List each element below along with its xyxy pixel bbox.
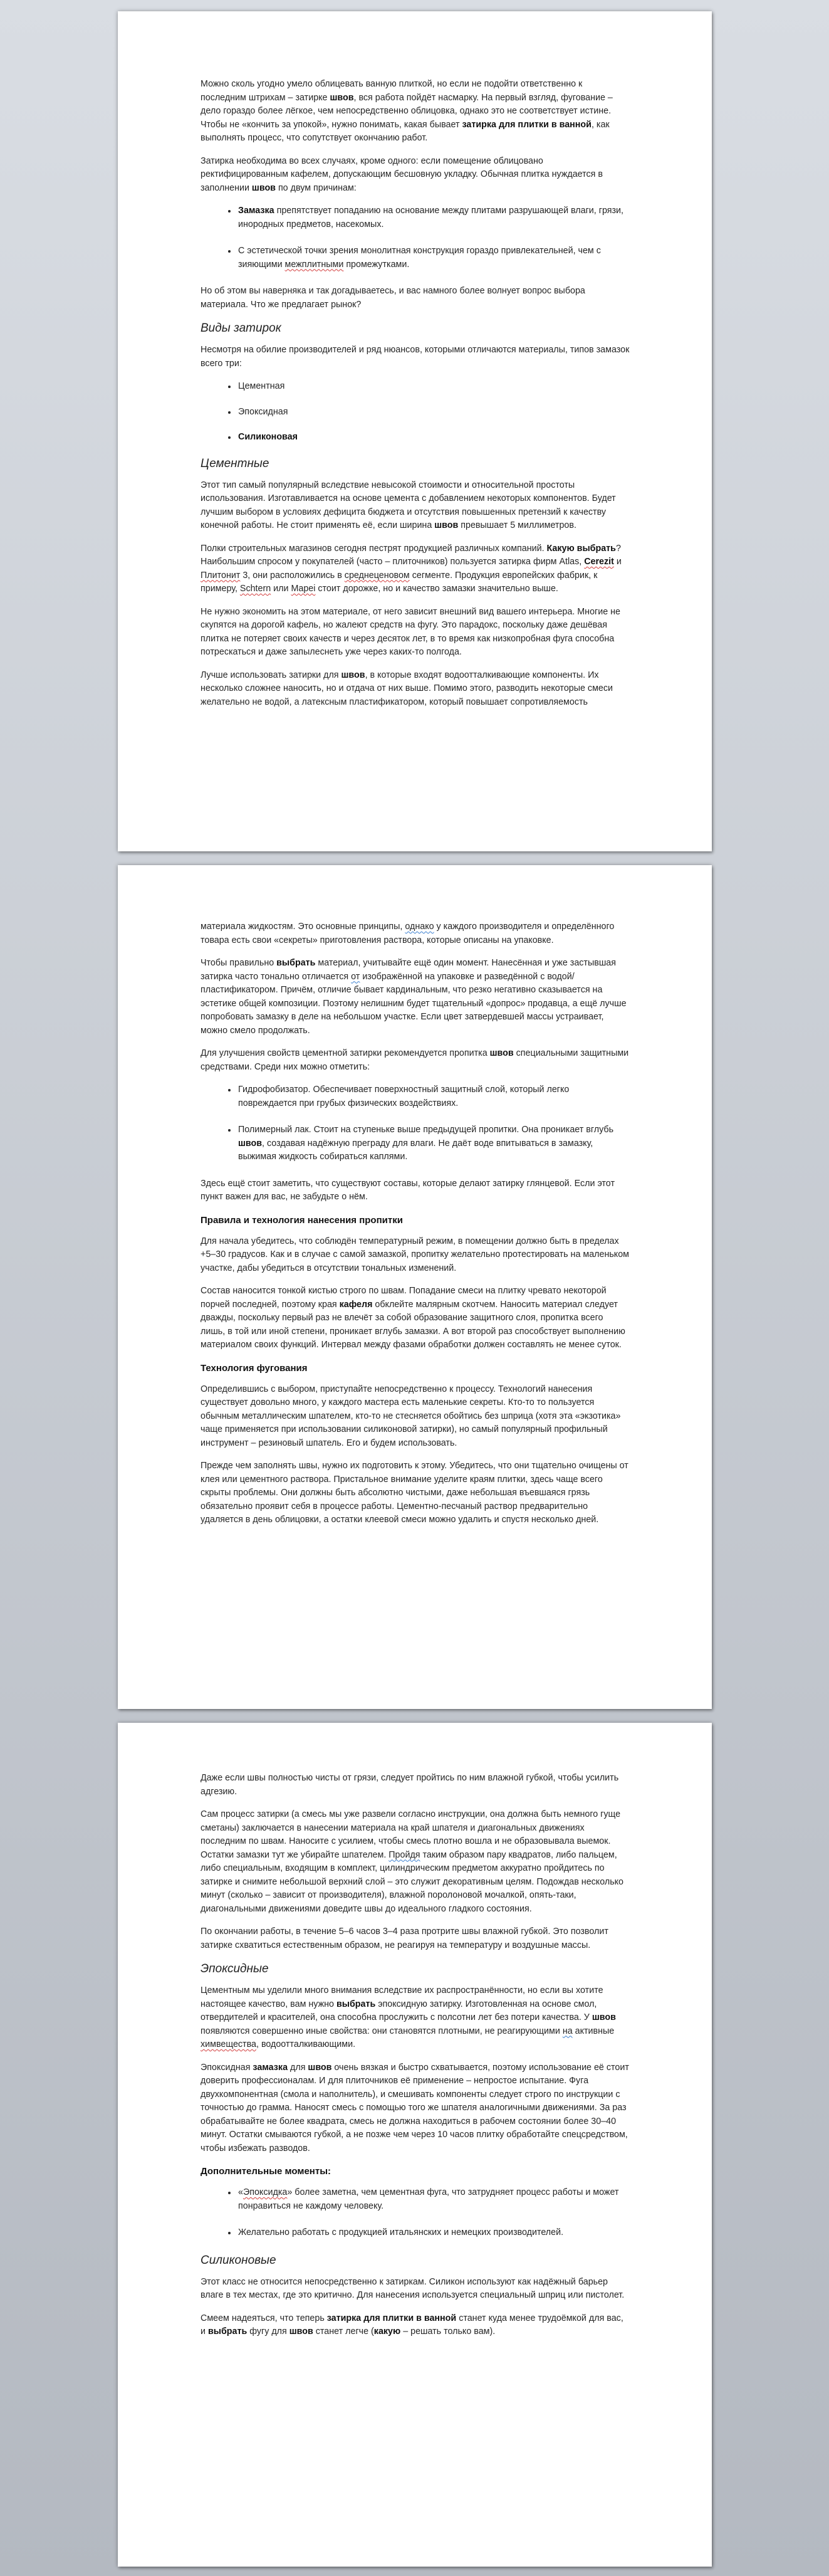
text-run: Можно сколь угодно умело облицевать ванную плиткой, но если не подойти ответственно к последним штрихам – затирке bbox=[201, 79, 583, 103]
document-page-1[interactable] bbox=[118, 11, 712, 851]
text-run: межплитными bbox=[284, 259, 344, 270]
document-page-2[interactable] bbox=[118, 865, 712, 1709]
text-run: « bbox=[238, 2187, 243, 2197]
text-run: Желательно работать с продукцией итальянских и немецких производителей. bbox=[238, 2227, 564, 2237]
paragraph bbox=[201, 2061, 630, 2156]
text-run: Здесь ещё стоит заметить, что существуют составы, которые делают затирку глянцевой. Если этот пункт важен для вас, не забудьте о нём. bbox=[201, 1178, 615, 1202]
bold-run: швов bbox=[251, 182, 276, 193]
text-run: Эпоксидная bbox=[238, 406, 288, 417]
list-item bbox=[237, 1123, 630, 1164]
list-item bbox=[237, 380, 630, 394]
paragraph bbox=[201, 1383, 630, 1451]
text-run: превышает 5 миллиметров. bbox=[458, 520, 576, 530]
text-run: промежутками. bbox=[343, 259, 410, 270]
bold-run: Cerezit bbox=[584, 557, 614, 567]
text-run: Даже если швы полностью чисты от грязи, следует пройтись по ним влажной губкой, чтобы усилить адгезию. bbox=[201, 1773, 619, 1797]
paragraph bbox=[201, 1925, 630, 1952]
text-run: изображённой на упаковке и разведённой с водой/пластификатором. Причём, отличие бывает кардинальным, что резко негативно сказывается на эстетике общей композиции. Поэтому нелишним будет тщательный «допрос» продавца, а ещё лучше попробовать замазку в деле на небольшом участке. Если цвет затвердевшей массы устраивает, можно смело продолжать. bbox=[201, 971, 627, 1036]
bold-run: швов bbox=[341, 670, 365, 680]
text-run: очень вязкая и быстро схватывается, поэтому использование её стоит доверить профессионалам. И для плиточников её применение – непростое испытание. Фуга двухкомпонентная (смола и наполнитель), и смешивать компоненты следует строго по инструкции с точностью до грамма. Наносят смесь с помощью того же шпателя аналогичными движениями. За раз обрабатывайте не более квадрата, смесь не должна находиться в рабочем состоянии более 30–40 минут. Остатки смываются губкой, а не позже чем через 10 часов плитку обработайте спецсредством, чтобы избежать разводов. bbox=[201, 2062, 629, 2153]
text-run: у каждого производителя и определённого товара есть свои «секреты» приготовления раствора, которые описаны на упаковке. bbox=[201, 922, 615, 945]
bold-run: швов bbox=[489, 1048, 514, 1058]
text-run: Эпоксидная bbox=[201, 2062, 253, 2073]
bold-run: швов bbox=[434, 520, 459, 530]
text-run: , создавая надёжную преграду для влаги. Не даёт воде впитываться в замазку, выжимая жидкость собираться каплями. bbox=[238, 1138, 593, 1162]
text-run: появляются совершенно иные свойства: они становятся плотными, не реагирующими bbox=[201, 2026, 563, 2036]
text-run: Несмотря на обилие производителей и ряд нюансов, которыми отличаются материалы, типов замазок всего три: bbox=[201, 345, 630, 369]
text-run: эпоксидную затирку. Изготовленная на основе смол, отвердителей и красителей, она способна прослужить с полсотни лет без потери качества. У bbox=[201, 1999, 597, 2022]
text-run: Для улучшения свойств цементной затирки рекомендуется пропитка bbox=[201, 1048, 490, 1058]
paragraph bbox=[201, 669, 630, 710]
text-run: активные bbox=[572, 2026, 615, 2036]
section-heading: Виды затирок bbox=[201, 322, 281, 335]
text-run: Прежде чем заполнять швы, нужно их подготовить к этому. Убедитесь, что они тщательно очищены от клея или цементного раствора. Пристальное внимание уделите краям плитки, здесь чаще всего скрыты проблемы. Они должны быть абсолютно чистыми, даже небольшая въевшаяся грязь обязательно проявит себя в процессе работы. Цементно-песчаный раствор предварительно удаляется в день облицовки, а остатки клеевой смеси можно удалить и спустя несколько дней. bbox=[201, 1461, 628, 1525]
bold-run: затирка для плитки в ванной bbox=[326, 2313, 457, 2323]
bold-run: замазка bbox=[253, 2062, 288, 2073]
text-run: от bbox=[351, 971, 360, 982]
text-run: или bbox=[271, 584, 291, 594]
paragraph bbox=[201, 1808, 630, 1916]
bullet-list bbox=[201, 2186, 630, 2240]
text-run: на bbox=[562, 2026, 573, 2036]
paragraph bbox=[201, 2312, 630, 2339]
paragraph bbox=[201, 1984, 630, 2052]
list-item bbox=[237, 2226, 630, 2240]
text-run: Для начала убедитесь, что соблюдён температурный режим, в помещении должно быть в пределах +5–30 градусов. Как и в случае с самой замазкой, пропитку желательно протестировать на маленьком участке, дабы убедиться в отсутствии тональных изменений. bbox=[201, 1236, 629, 1273]
paragraph bbox=[201, 542, 630, 596]
text-run: среднеценовом bbox=[344, 570, 410, 581]
section-heading: Цементные bbox=[201, 456, 269, 470]
section-heading: Эпоксидные bbox=[201, 1962, 269, 1975]
text-run: фугу для bbox=[247, 2326, 289, 2337]
text-run: по двум причинам: bbox=[275, 182, 357, 193]
text-run: таким образом пару квадратов, либо пальцем, либо специальным, входящим в комплект, цилиндрическим предметом аккуратно пройдитесь по затирке и снимите небольшой верхний слой – это служит декоративным целям. Подождав несколько минут (сколько – зависит от производителя), влажной поролоновой мочалкой, опять-таки, диагональными движениями доведите швы до идеального гладкого состояния. bbox=[201, 1849, 624, 1914]
text-run: материал, учитывайте ещё один момент. Нанесённая и уже застывшая затирка часто тонально отличается bbox=[201, 958, 616, 982]
list-item bbox=[237, 431, 630, 444]
section-heading: Правила и технология нанесения пропитки bbox=[201, 1214, 403, 1226]
bold-run: выбрать bbox=[207, 2326, 248, 2337]
text-run: станет куда менее трудоёмкой для вас, и bbox=[201, 2313, 623, 2337]
text-run: для bbox=[288, 2062, 308, 2073]
text-run: , как выполнять процесс, что сопутствует окончанию работ. bbox=[201, 119, 610, 143]
text-run: Этот класс не относится непосредственно к затиркам. Силикон используют как надёжный барьер влаге в тех местах, где это критично. Для нанесения используется специальный шприц или пистолет. bbox=[201, 2276, 625, 2300]
text-run: Но об этом вы наверняка и так догадываетесь, и вас намного более волнует вопрос выбора материала. Что же предлагает рынок? bbox=[201, 286, 585, 310]
text-run: Смеем надеяться, что теперь bbox=[201, 2313, 327, 2323]
text-run: Цементная bbox=[238, 381, 285, 391]
text-run: Гидрофобизатор. Обеспечивает поверхностный защитный слой, который легко повреждается при грубых физических воздействиях. bbox=[238, 1085, 570, 1108]
text-run: Этот тип самый популярный вследствие невысокой стоимости и относительной простоты использования. Изготавливается на основе цемента с добавлением некоторых компонентов. Будет лучшим выбором в условиях дефицита бюджета и отсутствия повышенных претензий к качеству конечной работы. Не стоит применять её, если ширина bbox=[201, 480, 616, 530]
text-run: ? Наибольшим спросом у покупателей (часто – плиточников) пользуется затирка фирм Atlas, bbox=[201, 543, 621, 567]
text-run: 3, они расположились в bbox=[240, 570, 345, 581]
paragraph bbox=[201, 1177, 630, 1204]
paragraph bbox=[201, 606, 630, 660]
paragraph bbox=[201, 78, 630, 145]
text-run: Полимерный лак. Стоит на ступеньке выше предыдущей пропитки. Она проникает вглубь bbox=[238, 1125, 614, 1135]
text-run: препятствует попаданию на основание между плитами разрушающей влаги, грязи, инородных предметов, насекомых. bbox=[238, 206, 624, 229]
text-run: Пройдя bbox=[388, 1849, 420, 1860]
document-page-3[interactable] bbox=[118, 1723, 712, 2567]
text-run: Состав наносится тонкой кистью строго по швам. Попадание смеси на плитку чревато некоторой порчей последней, поэтому края bbox=[201, 1286, 607, 1310]
list-item bbox=[237, 204, 630, 231]
text-run: Чтобы правильно bbox=[201, 958, 277, 968]
list-item bbox=[237, 2186, 630, 2213]
text-run: Полки строительных магазинов сегодня пестрят продукцией различных компаний. bbox=[201, 543, 547, 554]
paragraph bbox=[201, 1459, 630, 1527]
text-run: Цементным мы уделили много внимания вследствие их распространённости, но если вы хотите настоящее качество, вам нужно bbox=[201, 1985, 603, 2009]
bullet-list bbox=[201, 204, 630, 271]
text-run: Затирка необходима во всех случаях, кроме одного: если помещение облицовано ректифицированным кафелем, допускающим бесшовную укладку. Обычная плитка нуждается в заполнении bbox=[201, 155, 603, 193]
bold-run: затирка для плитки в ванной bbox=[462, 119, 592, 130]
paragraph bbox=[201, 2276, 630, 2303]
bold-run: Какую выбрать bbox=[546, 543, 616, 554]
section-heading: Силиконовые bbox=[201, 2253, 276, 2267]
text-run: – решать только вам). bbox=[400, 2326, 496, 2337]
text-run: Эпоксидка bbox=[242, 2187, 288, 2197]
paragraph bbox=[201, 957, 630, 1038]
bold-run: швов bbox=[308, 2062, 332, 2073]
list-item bbox=[237, 1083, 630, 1110]
paragraph bbox=[201, 479, 630, 533]
text-run: материала жидкостям. Это основные принципы, bbox=[201, 922, 405, 932]
text-run: , вся работа пойдёт насмарку. На первый взгляд, фугование – дело гораздо более лёгкое, чем непосредственно облицовка, однако это не соответствует истине. Чтобы не «кончить за упокой», нужно понимать, какая бывает bbox=[201, 92, 613, 130]
paragraph bbox=[201, 920, 630, 947]
text-run: , в которые входят водоотталкивающие компоненты. Их несколько сложнее наносить, но и отдача от них выше. Помимо этого, разводить некоторые смеси желательно не водой, а латексным пластификатором, который повышает сопротивляемость bbox=[201, 670, 613, 707]
text-run: стоит дорожке, но и качество замазки значительно выше. bbox=[315, 584, 558, 594]
paragraph bbox=[201, 1285, 630, 1352]
text-run: однако bbox=[405, 922, 434, 932]
text-run: химвещества bbox=[201, 2039, 256, 2049]
text-run: Не нужно экономить на этом материале, от него зависит внешний вид вашего интерьера. Многие не скупятся на дорогой кафель, но жалеют средств на фугу. Это парадокс, поскольку даже дешёвая плитка не потеряет своих качеств и через десяток лет, в то время как низкопробная фуга способна потрескаться и даже запылеснеть уже через каких-то полгода. bbox=[201, 606, 620, 657]
text-run: Schtern bbox=[239, 584, 271, 594]
text-run: и bbox=[613, 557, 622, 567]
bullet-list bbox=[201, 380, 630, 444]
text-run: специальными защитными средствами. Среди них можно отметить: bbox=[201, 1048, 629, 1072]
bold-run: Силиконовая bbox=[238, 432, 298, 442]
bullet-list bbox=[201, 1083, 630, 1164]
text-run: сегменте. Продукция европейских фабрик, к примеру, bbox=[201, 570, 598, 594]
section-heading: Дополнительные моменты: bbox=[201, 2166, 331, 2177]
paragraph bbox=[201, 155, 630, 196]
text-run: , водоотталкивающими. bbox=[256, 2039, 356, 2049]
text-run: станет легче ( bbox=[313, 2326, 374, 2337]
list-item bbox=[237, 244, 630, 271]
paragraph bbox=[201, 344, 630, 371]
bold-run: швов bbox=[592, 2012, 616, 2022]
bold-run: кафеля bbox=[339, 1299, 373, 1310]
text-run: С эстетической точки зрения монолитная конструкция гораздо привлекательней, чем с зияющими bbox=[238, 246, 601, 270]
bold-run: выбрать bbox=[336, 1999, 376, 2009]
bold-run: выбрать bbox=[276, 958, 316, 968]
paragraph bbox=[201, 285, 630, 312]
text-run: » более заметна, чем цементная фуга, что затрудняет процесс работы и может понравиться не каждому человеку. bbox=[238, 2187, 619, 2211]
paragraph bbox=[201, 1235, 630, 1276]
text-run: Определившись с выбором, приступайте непосредственно к процессу. Технологий нанесения существует довольно много, у каждого мастера есть маленькие секреты. Кто-то то пользуется обычным металлическим шпателем, кто-то не стесняется обойтись без шприца (хотя эта «экзотика» чаще применяется при использовании силиконовой затирки), но самый популярный профильный инструмент – резиновый шпатель. Его и будем использовать. bbox=[201, 1384, 621, 1448]
text-run: По окончании работы, в течение 5–6 часов 3–4 раза протрите швы влажной губкой. Это позволит затирке схватиться естественным образом, не реагируя на температуру и воздушные массы. bbox=[201, 1927, 608, 1950]
text-run: Плитонит bbox=[201, 570, 241, 581]
bold-run: швов bbox=[330, 92, 354, 103]
text-run: обклейте малярным скотчем. Наносить материал следует дважды, поскольку первый раз не влечёт за собой образование защитного слоя, пропитка всего лишь, в той или иной степени, проникает вглубь замазки. А вот второй раз способствует выполнению материалом своих функций. Интервал между фазами обработки должен составлять не менее суток. bbox=[201, 1299, 625, 1350]
bold-run: швов bbox=[238, 1138, 263, 1149]
bold-run: швов bbox=[289, 2326, 313, 2337]
paragraph bbox=[201, 1772, 630, 1799]
list-item bbox=[237, 406, 630, 419]
section-heading: Технология фугования bbox=[201, 1362, 308, 1374]
bold-run: какую bbox=[373, 2326, 401, 2337]
paragraph bbox=[201, 1047, 630, 1074]
bold-run: Замазка bbox=[238, 206, 274, 216]
text-run: Сам процесс затирки (а смесь мы уже развели согласно инструкции, она должна быть немного гуще сметаны) заключается в нанесении материала на край шпателя и диагональных движениях последним по швам. Наносите с усилием, чтобы смесь плотно вошла и не образовывала выемок. Остатки замазки тут же убирайте шпателем. bbox=[201, 1809, 621, 1860]
text-run: Mapei bbox=[291, 584, 316, 594]
text-run: Лучше использовать затирки для bbox=[201, 670, 342, 680]
